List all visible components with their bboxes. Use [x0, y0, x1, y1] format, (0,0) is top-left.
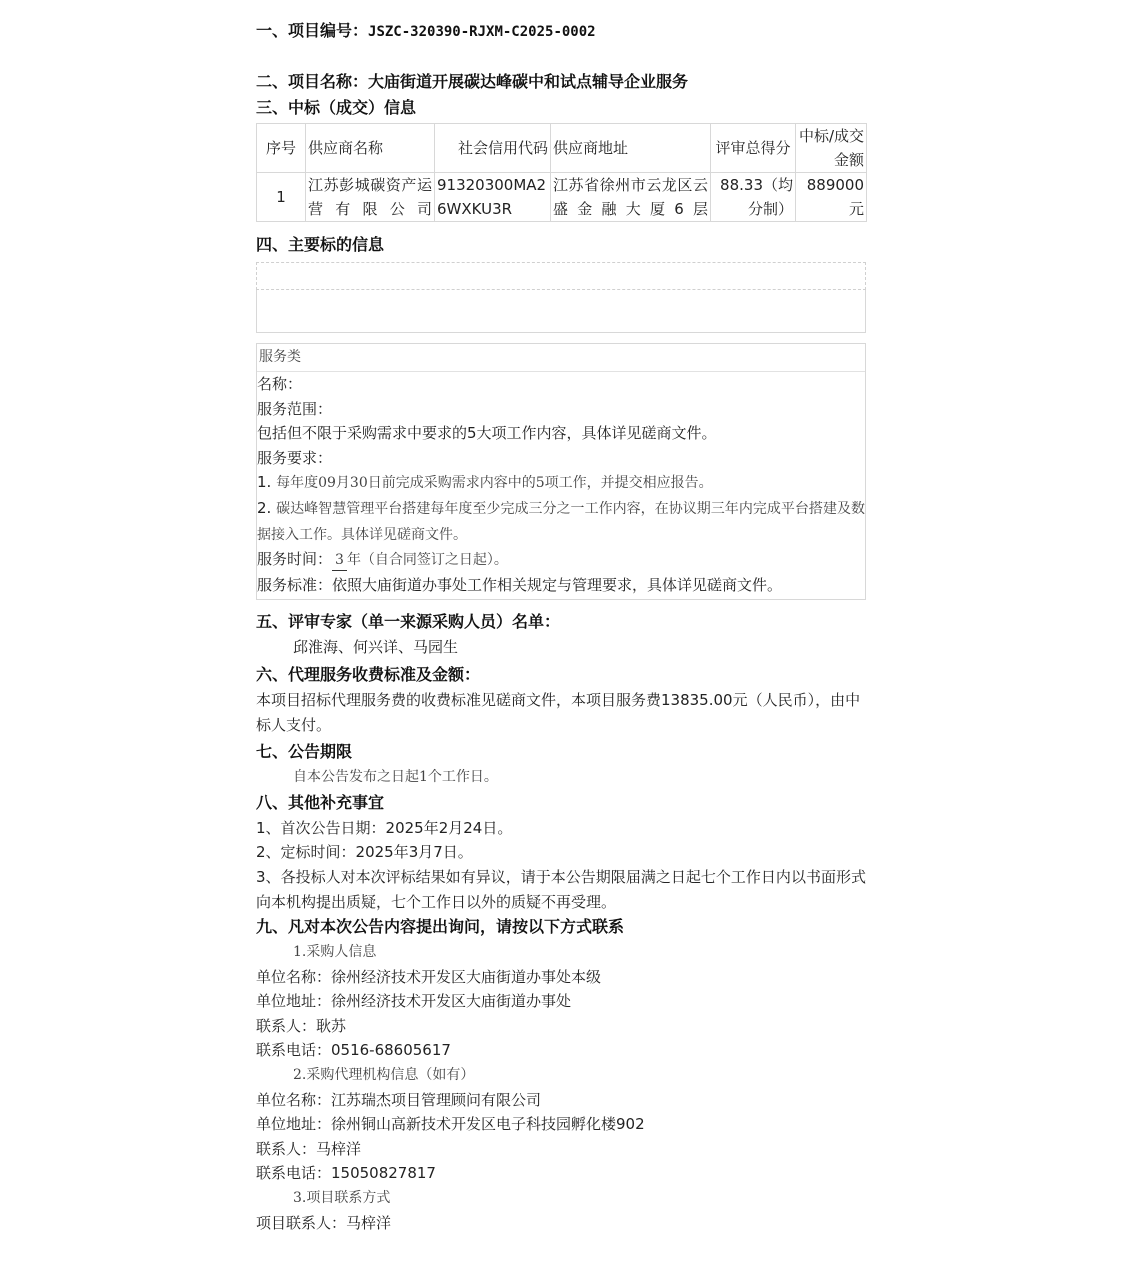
agent-address: 单位地址：徐州铜山高新技术开发区电子科技园孵化楼902	[256, 1115, 645, 1134]
section-7-heading: 七、公告期限	[256, 742, 353, 762]
project-name-label: 二、项目名称：	[256, 72, 369, 91]
cell-score: 88.33（均分制）	[711, 173, 796, 222]
expert-names: 邱淮海、何兴详、马园生	[293, 638, 459, 657]
service-scope-label: 服务范围：	[257, 399, 333, 418]
buyer-phone: 联系电话：0516-68605617	[256, 1041, 451, 1060]
project-name	[256, 69, 866, 95]
winning-bid-table	[256, 123, 867, 222]
service-req-label: 服务要求：	[257, 448, 333, 467]
service-standard	[257, 573, 865, 598]
service-req-1	[257, 470, 865, 496]
main-subject-empty-box	[256, 290, 866, 333]
service-time	[257, 547, 865, 573]
project-number	[256, 18, 866, 45]
service-req-2	[257, 496, 865, 547]
project-number-value: JSZC-320390-RJXM-C2025-0002	[368, 24, 596, 40]
service-standard-text: 依照大庙街道办事处工作相关规定与管理要求，具体详见磋商文件。	[332, 575, 783, 594]
project-contact: 项目联系人：马梓洋	[256, 1213, 392, 1232]
table-row	[257, 173, 867, 222]
agent-info-title: 2.采购代理机构信息（如有）	[293, 1067, 475, 1084]
buyer-info-title: 1.采购人信息	[293, 944, 377, 961]
service-time-label: 服务时间：	[257, 550, 333, 569]
supplement-item-2: 2、定标时间：2025年3月7日。	[256, 843, 473, 862]
cell-supplier: 江苏彭城碳资产运营有限公司	[306, 173, 435, 222]
service-time-value: 3	[332, 550, 347, 571]
section-4-heading: 四、主要标的信息	[256, 235, 385, 254]
section-5-heading: 五、评审专家（单一来源采购人员）名单：	[256, 612, 561, 632]
cell-credit-code: 91320300MA26WXKU3R	[435, 173, 551, 222]
service-name-label: 名称：	[257, 375, 303, 393]
supplement-item-3: 3、各投标人对本次评标结果如有异议，请于本公告期限届满之日起七个工作日内以书面形式向本机构提出质疑，七个工作日以外的质疑不再受理。	[256, 867, 866, 911]
req-1-text: 每年度09月30日前完成采购需求内容中的5项工作，并提交相应报告。	[276, 475, 713, 492]
col-header-score: 评审总得分	[711, 124, 796, 173]
col-header-address: 供应商地址	[551, 124, 711, 173]
col-header-amount: 中标/成交金额	[796, 124, 867, 173]
service-info-box	[256, 343, 866, 600]
agent-phone: 联系电话：15050827817	[256, 1164, 436, 1183]
buyer-address: 单位地址：徐州经济技术开发区大庙街道办事处	[256, 992, 572, 1011]
project-contact-title: 3.项目联系方式	[293, 1190, 391, 1207]
req-2-text: 碳达峰智慧管理平台搭建每年度至少完成三分之一工作内容，在协议期三年内完成平台搭建及数据接入工作。具体详见磋商文件。	[257, 500, 865, 543]
buyer-name: 单位名称：徐州经济技术开发区大庙街道办事处本级	[256, 967, 602, 986]
buyer-contact: 联系人：耿苏	[256, 1016, 347, 1035]
cell-no: 1	[257, 173, 306, 222]
agent-name: 单位名称：江苏瑞杰项目管理顾问有限公司	[256, 1090, 542, 1109]
col-header-credit-code: 社会信用代码	[435, 124, 551, 173]
agent-contact: 联系人：马梓洋	[256, 1139, 362, 1158]
service-scope-text: 包括但不限于采购需求中要求的5大项工作内容，具体详见磋商文件。	[257, 424, 717, 443]
project-number-label: 一、项目编号：	[256, 21, 369, 40]
supplement-item-1: 1、首次公告日期：2025年2月24日。	[256, 818, 513, 837]
section-6-heading: 六、代理服务收费标准及金额：	[256, 664, 481, 684]
main-subject-dashed-box	[256, 262, 866, 290]
section-3-heading: 三、中标（成交）信息	[256, 98, 417, 117]
table-header-row	[257, 124, 867, 173]
req-2-number: 2.	[257, 498, 272, 517]
cell-amount: 889000元	[796, 173, 867, 222]
section-9-heading: 九、凡对本次公告内容提出询问，请按以下方式联系	[256, 917, 625, 937]
col-header-no: 序号	[257, 124, 306, 173]
section-8-heading: 八、其他补充事宜	[256, 792, 385, 812]
announcement-document	[256, 18, 866, 1235]
cell-address: 江苏省徐州市云龙区云盛金融大厦6层	[551, 173, 711, 222]
notice-period-text: 自本公告发布之日起1个工作日。	[293, 769, 498, 786]
col-header-supplier: 供应商名称	[306, 124, 435, 173]
req-1-number: 1.	[257, 473, 272, 492]
service-type: 服务类	[257, 344, 865, 372]
service-time-suffix: 年（自合同签订之日起）。	[346, 552, 508, 569]
project-name-value: 大庙街道开展碳达峰碳中和试点辅导企业服务	[368, 72, 689, 91]
agency-fee-text: 本项目招标代理服务费的收费标准见磋商文件，本项目服务费13835.00元（人民币），由中标人支付。	[256, 690, 861, 734]
service-standard-label: 服务标准：	[257, 575, 333, 594]
